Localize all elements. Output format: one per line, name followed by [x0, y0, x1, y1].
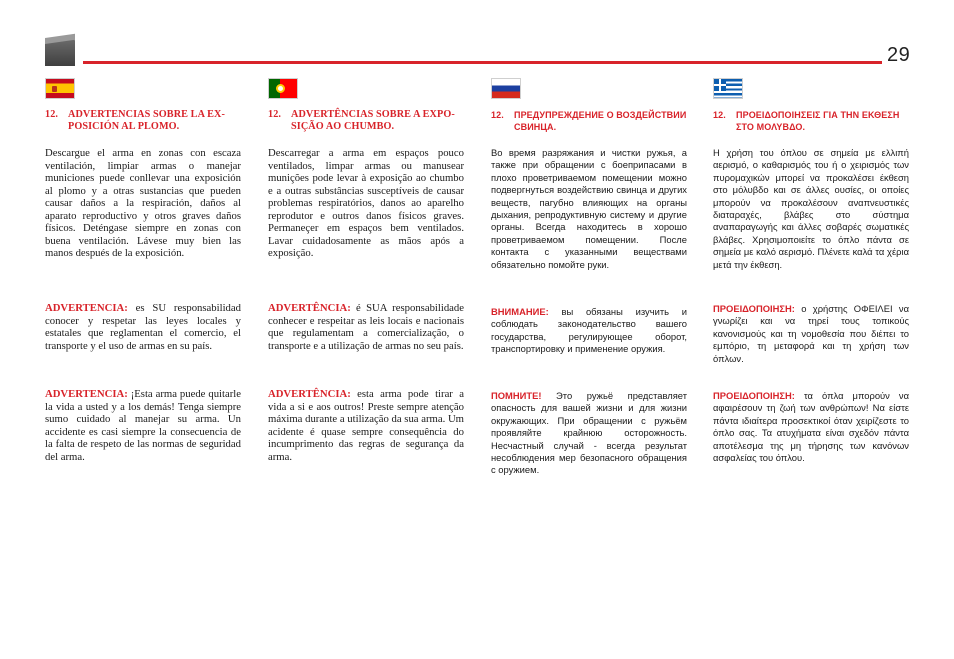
- warning-label: ПОМНИТЕ!: [491, 390, 542, 401]
- warning-text: Это ружьё представляет опасность для вашей жизни и для жизни окружающих. При обращении с ружьём проявляйте крайнюю осторожность. Несчастный случай - всегда результат несоблюдения мер безопасного обращения с оружием.: [491, 390, 687, 476]
- body-paragraph: Descarregar a arma em espaços pouco ventilados, limpar armas ou manusear munições pode levar à exposição ao chumbo e a outras substâncias susceptíveis de causar problemas respiratórios, danos ao aparelho reprodutor e outros danos físicos graves. Permaneçer em espaços bem ventilados. Lavar cuidadosamente as mãos após a exposição.: [268, 147, 464, 259]
- warning-label: ADVERTENCIA:: [45, 302, 128, 314]
- warning-label: ΠΡΟΕΙΔΟΠΟΙΗΣΗ:: [713, 303, 795, 314]
- column-portuguese: [268, 78, 464, 463]
- section-title: ADVERTÊNCIAS SOBRE A EXPO-SIÇÃO AO CHUMBO.: [291, 109, 455, 132]
- warning-label: ADVERTÊNCIA:: [268, 388, 351, 400]
- warning-label: ADVERTENCIA:: [45, 388, 128, 400]
- section-heading: [268, 109, 464, 133]
- section-number: 12.: [45, 109, 59, 120]
- body-paragraph: Во время разряжания и чистки ружья, а также при обращении с боеприпасами в плохо проветриваемом помещении можно подвергнуться воздействию свинца и других веществ, пагубно влияющих на органы дыхания, репродуктивную систему и другие органы. Всегда находитесь в хорошо проветриваемом помещении. После контакта с указанными веществами обязательно помойте руки.: [491, 147, 687, 270]
- greece-flag-icon: [713, 78, 743, 99]
- warning-paragraph-2: [713, 390, 909, 464]
- warning-label: ADVERTÊNCIA:: [268, 302, 351, 314]
- russia-flag-icon: [491, 78, 521, 99]
- warning-paragraph-1: [713, 303, 909, 365]
- warning-text: é SUA responsabilidade conhecer e respeitar as leis locais e nacionais que regulamentam a comercialização, o transporte e a utilização de armas no seu país.: [268, 302, 464, 352]
- portugal-flag-icon: [268, 78, 298, 99]
- warning-text: ¡Esta arma puede quitarle la vida a usted y a los demás! Tenga siempre sumo cuidado al manejar su arma. Un accidente es casi siempre la consecuencia de la falta de respeto de las normas de seguridad del arma.: [45, 388, 241, 463]
- warning-text: τα όπλα μπορούν να αφαιρέσουν τη ζωή των ανθρώπων! Να είστε πάντα ιδιαίτερα προσεκτικοί όταν χειρίζεστε το όπλο σας. Τα ατυχήματα είναι σχεδόν πάντα αποτέλεσμα της μη τήρησης των κανόνων ασφαλείας του όπλου.: [713, 390, 909, 464]
- column-russian: [491, 78, 687, 476]
- warning-paragraph-1: [268, 302, 464, 352]
- corner-logo-mark: [45, 38, 75, 66]
- section-title: ΠΡΟΕΙΔΟΠΟΙΗΣΕΙΣ ΓΙΑ ΤΗΝ ΕΚΘΕΣΗ ΣΤΟ ΜΟΛΥΒΔΟ.: [736, 110, 900, 132]
- warning-paragraph-1: [45, 302, 241, 352]
- column-greek: [713, 78, 909, 464]
- spain-flag-icon: [45, 78, 75, 99]
- warning-paragraph-2: [45, 388, 241, 463]
- warning-text: esta arma pode tirar a vida a si e aos outros! Preste sempre atenção máxima durante a utilização da sua arma. Um acidente é quase sempre consequência do incumprimento das regras de segurança da arma.: [268, 388, 464, 463]
- section-number: 12.: [268, 109, 282, 120]
- warning-paragraph-1: [491, 306, 687, 356]
- section-number: 12.: [491, 110, 504, 120]
- section-title: ADVERTENCIAS SOBRE LA EX-POSICIÓN AL PLOMO.: [68, 109, 225, 132]
- section-heading: [491, 109, 687, 133]
- section-heading: [713, 109, 909, 133]
- warning-text: ο χρήστης ΟΦΕΙΛΕΙ να γνωρίζει και να τηρεί τους τοπικούς κανονισμούς και τη νομοθεσία που διέπει το εμπόριο, τη μεταφορά και τη χρήση των όπλων.: [713, 303, 909, 364]
- section-title: ПРЕДУПРЕЖДЕНИЕ О ВОЗДЕЙСТВИИ СВИНЦА.: [514, 110, 687, 132]
- column-spanish: [45, 78, 241, 463]
- header-rule: [83, 61, 882, 64]
- section-heading: [45, 109, 241, 133]
- section-number: 12.: [713, 110, 726, 120]
- warning-text: вы обязаны изучить и соблюдать законодательство вашего государства, регулирующее оборот, транспортировку и применение оружия.: [491, 306, 687, 355]
- warning-label: ΠΡΟΕΙΔΟΠΟΙΗΣΗ:: [713, 390, 795, 401]
- body-paragraph: Descargue el arma en zonas con escaza ventilación, limpiar armas o manejar municiones puede conllevar una exposición al plomo y a otras sustancias que pueden causar daños a la respiración, daños al aparato reproductivo y otros graves daños físicos. Deténgase siempre en zonas con buena ventilación. Lávese muy bien las manos después de la exposición.: [45, 147, 241, 259]
- body-paragraph: Η χρήση του όπλου σε σημεία με ελλιπή αερισμό, ο καθαρισμός του ή ο χειρισμός των πυρομαχικών μπορεί να προκαλέσει έκθεση στο μόλυβδο και σε άλλες ουσίες, οι οποίες μπορούν να προκαλέσουν αναπνευστικές διαταραχές, βλάβες στο σύστημα αναπαραγωγής και άλλες σοβαρές σωματικές βλάβες. Χρησιμοποιείτε το όπλο πάντα σε σημεία με καλό αερισμό. Πλένετε καλά τα χέρια μετά την έκθεση.: [713, 147, 909, 270]
- warning-paragraph-2: [491, 390, 687, 477]
- warning-paragraph-2: [268, 388, 464, 463]
- warning-label: ВНИМАНИЕ:: [491, 306, 549, 317]
- warning-text: es SU responsabilidad conocer y respetar las leyes locales y estatales que reglamentan el comercio, el transporte y el uso de armas en su país.: [45, 302, 241, 352]
- page-number: 29: [887, 44, 911, 66]
